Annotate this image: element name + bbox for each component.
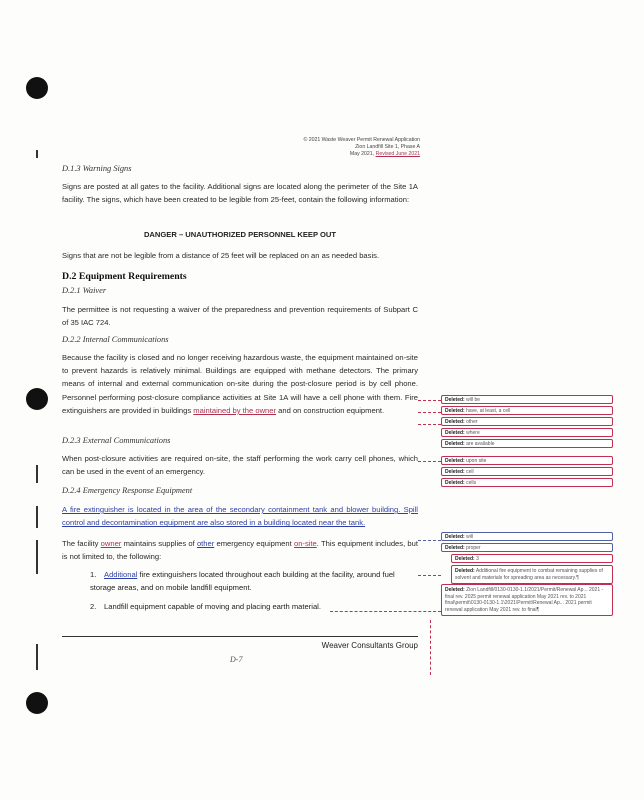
comment-balloon[interactable]: Deleted: upon site: [441, 456, 613, 465]
external-communications-paragraph: When post-closure activities are required on-site, the staff performing the work carry cell phones, which can be used in the event of an emergency.: [62, 454, 418, 477]
revision-bar: [36, 644, 38, 670]
warning-signs-paragraph: Signs are posted at all gates to the facility. Additional signs are located along the perimeter of the Site 1A facility. The signs, which have been created to be legible from 25-feet, contain the following information:: [62, 182, 418, 205]
binder-hole-middle: [26, 388, 48, 410]
header-line: © 2021 Waste Weaver Permit Renewal Application: [303, 137, 420, 143]
inserted-text: other: [196, 539, 215, 548]
comment-leader: [430, 620, 431, 675]
emergency-equipment-paragraph: A fire extinguisher is located in the area of the secondary containment tank and blower building. Spill control and decontamination equipment are also stored in a building located near the tank.: [62, 505, 418, 528]
comment-balloon[interactable]: Deleted: will: [441, 532, 613, 541]
warning-signs-paragraph-2: Signs that are not be legible from a distance of 25 feet will be replaced on an as needed basis.: [62, 251, 380, 260]
list-item: 1. Additional fire extinguishers located throughout each building at the facility, around fuel storage areas, and on mobile landfill equipment.: [90, 570, 395, 593]
comment-leader: [418, 424, 441, 425]
comment-balloon[interactable]: Deleted: cells: [441, 478, 613, 487]
document-header: [230, 137, 420, 158]
section-heading-warning-signs: D.1.3 Warning Signs: [62, 164, 132, 173]
binder-hole-bottom: [26, 692, 48, 714]
waiver-paragraph: The permittee is not requesting a waiver of the preparedness and prevention requirements of Subpart C of 35 IAC 724.: [62, 305, 418, 328]
comment-balloon[interactable]: Deleted: Zion Landfill/0130-0130-1.1/2021/Permit/Renewal Ap... 2021 - final rev. 2025 permit renewal application May 2021 rev. to 2021 final\permit\0130-0130-1.1\2021\Permit\Renewal Ap... 2021 permit renewal application May 2021 rev. to final¶: [441, 584, 613, 616]
footer-rule: [62, 636, 418, 637]
section-heading-external-communications: D.2.3 External Communications: [62, 436, 171, 445]
inserted-text: Additional: [104, 570, 138, 579]
comment-leader: [418, 412, 441, 413]
inserted-text: on-site: [293, 539, 317, 548]
comment-leader: [418, 400, 441, 401]
revision-bar: [36, 540, 38, 574]
section-heading-equipment: D.2 Equipment Requirements: [62, 271, 187, 282]
revision-bar: [36, 506, 38, 528]
section-heading-internal-communications: D.2.2 Internal Communications: [62, 335, 169, 344]
footer-company: Weaver Consultants Group: [321, 641, 418, 650]
comment-balloon[interactable]: Deleted: where: [441, 428, 613, 437]
internal-communications-paragraph: Because the facility is closed and no longer receiving hazardous waste, the equipment maintained on-site to prevent hazards is relatively minimal. Buildings are equipped with methane detectors. The primary means of internal and external communication on-site during the post-closure period is by cell phone. Personnel performing post-closure compliance activities at Site 1A will have a cell phone with them. Fire extinguishers are provided in buildings maintained by the owner and on construction equipment.: [62, 353, 418, 415]
page-number: D-7: [230, 655, 243, 664]
supplies-paragraph: The facility owner maintains supplies of other emergency equipment on-site. This equipment includes, but is not limited to, the following:: [62, 539, 418, 562]
binder-hole-top: [26, 77, 48, 99]
inserted-text: maintained by the owner: [193, 405, 277, 415]
comment-balloon[interactable]: Deleted: are available: [441, 439, 613, 448]
header-line: Zion Landfill Site 1, Phase A: [355, 144, 420, 150]
comment-balloon[interactable]: Deleted: cell: [441, 467, 613, 476]
comment-balloon[interactable]: Deleted: Additional fire equipment to combat remaining supplies of solvent and materials for spreading area as necessary.¶: [451, 565, 613, 584]
comment-leader: [330, 611, 441, 612]
header-line: May 2021, Revised June 2021: [349, 151, 420, 157]
comment-leader: [418, 461, 441, 462]
comment-leader: [418, 575, 441, 576]
section-heading-waiver: D.2.1 Waiver: [62, 286, 107, 295]
revision-bar: [36, 465, 38, 483]
comment-balloon[interactable]: Deleted: will be: [441, 395, 613, 404]
list-item: 2. Landfill equipment capable of moving and placing earth material.: [90, 602, 321, 611]
comment-balloon[interactable]: Deleted: have, at least, a cell: [441, 406, 613, 415]
comment-leader: [418, 540, 441, 541]
comment-balloon[interactable]: Deleted: proper: [441, 543, 613, 552]
comment-balloon[interactable]: Deleted: other: [441, 417, 613, 426]
inserted-text: owner: [100, 539, 122, 548]
revision-bar: [36, 150, 38, 158]
sign-text: DANGER – UNAUTHORIZED PERSONNEL KEEP OUT: [143, 230, 337, 239]
comment-balloon[interactable]: Deleted: 3: [451, 554, 613, 563]
revision-date: Revised June 2021: [375, 151, 420, 157]
section-heading-emergency-equipment: D.2.4 Emergency Response Equipment: [62, 486, 193, 495]
